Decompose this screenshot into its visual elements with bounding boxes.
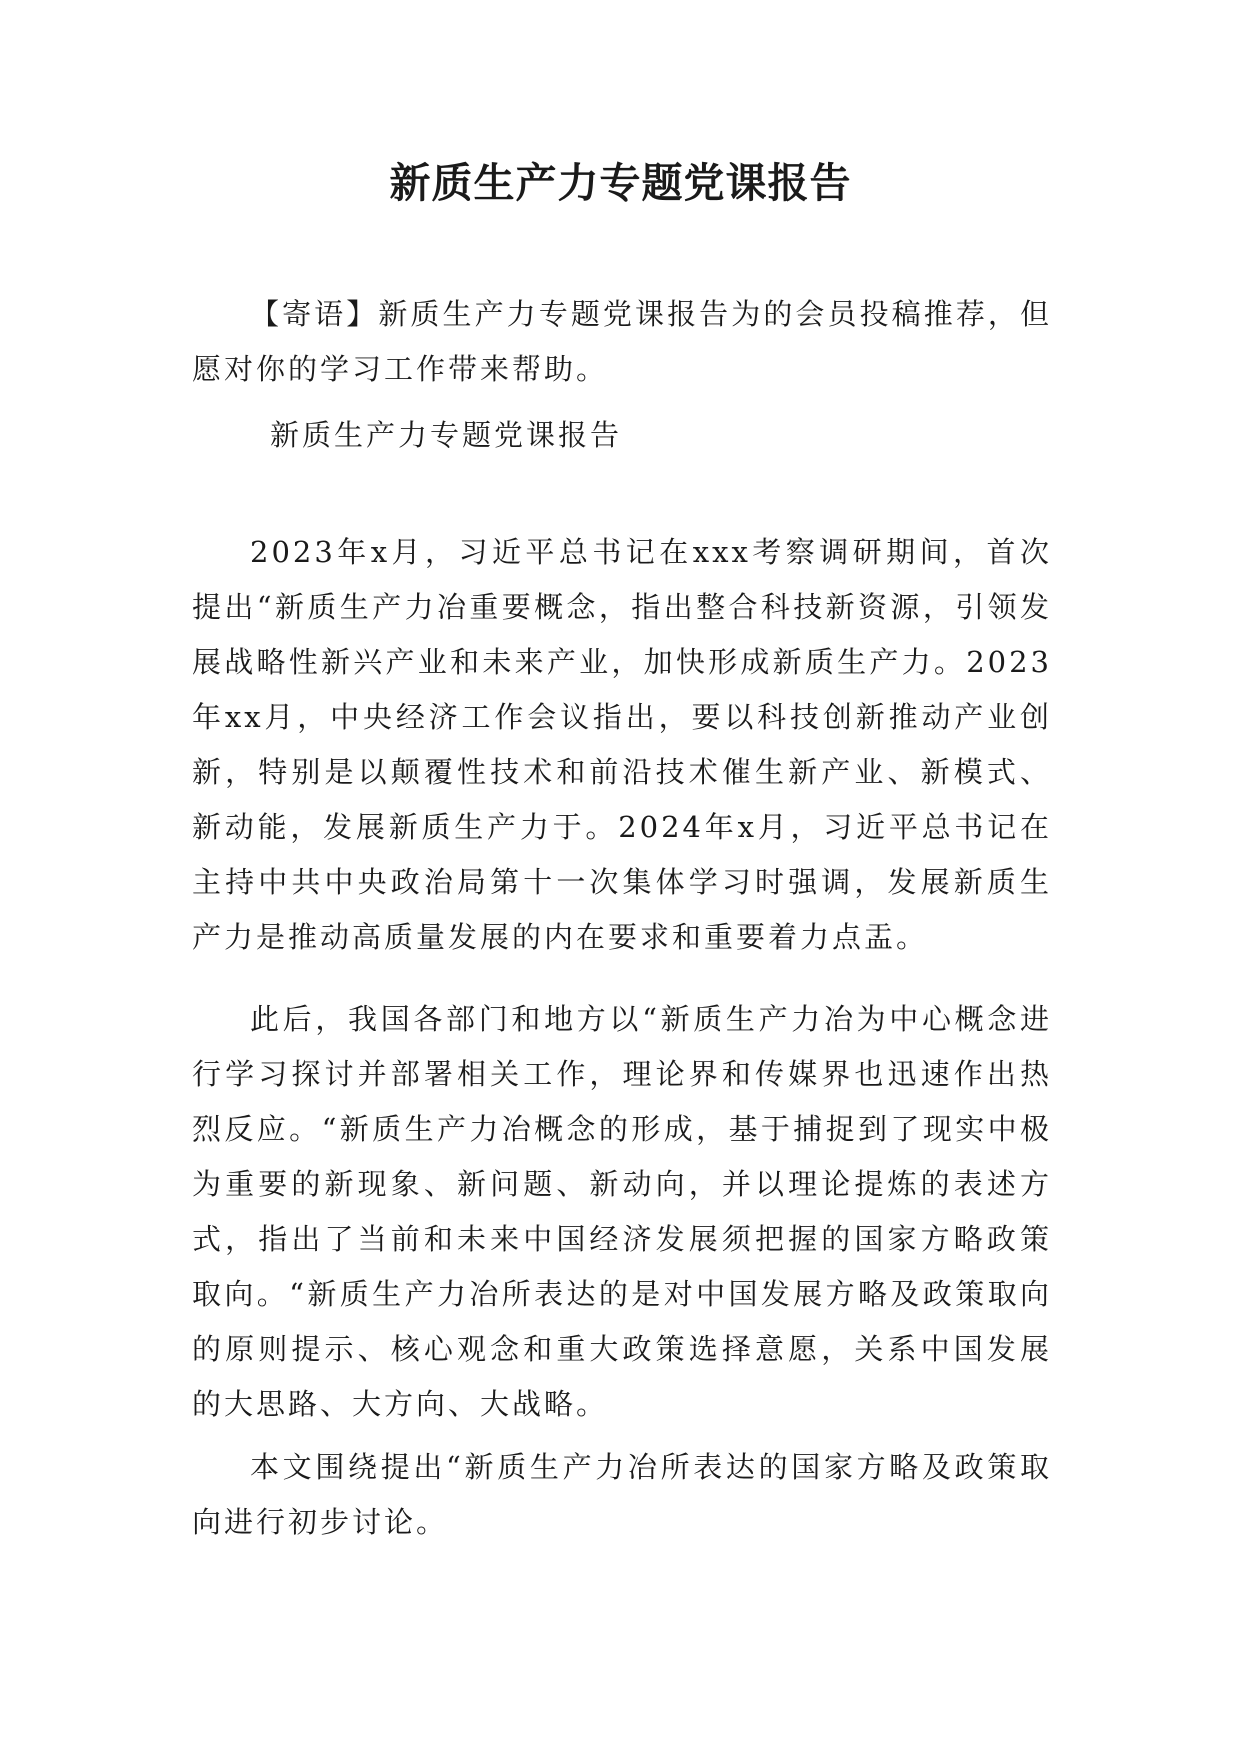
document-title: 新质生产力专题党课报告 xyxy=(389,159,852,207)
preface-paragraph: 【寄语】新质生产力专题党课报告为的会员投稿推荐，但愿对你的学习工作带来帮助。 xyxy=(192,297,1052,386)
body-paragraph-3: 本文围绕提出“新质生产力冶所表达的国家方略及政策取向进行初步讨论。 xyxy=(192,1450,1052,1539)
body-paragraph-1: 2023年x月，习近平总书记在xxx考察调研期间，首次提出“新质生产力冶重要概念，指出整合科技新资源，引领发展战略性新兴产业和未来产业，加快形成新质生产力。2023年xx月，中央经济工作会议指出，要以科技创新推动产业创新，特别是以颠覆性技术和前沿技术催生新产业、新模式、新动能，发展新质生产力于。2024年x月，习近平总书记在主持中共中央政治局第十一次集体学习时强调，发展新质生产力是推动高质量发展的内在要求和重要着力点盂。 xyxy=(192,535,1052,954)
document-subtitle: 新质生产力专题党课报告 xyxy=(270,418,623,452)
body-paragraph-2: 此后，我国各部门和地方以“新质生产力冶为中心概念进行学习探讨并部署相关工作，理论界和传媒界也迅速作出热烈反应。“新质生产力冶概念的形成，基于捕捉到了现实中极为重要的新现象、新问题、新动向，并以理论提炼的表述方式，指出了当前和未来中国经济发展须把握的国家方略政策取向。“新质生产力冶所表达的是对中国发展方略及政策取向的原则提示、核心观念和重大政策选择意愿，关系中国发展的大思路、大方向、大战略。 xyxy=(192,1002,1052,1421)
